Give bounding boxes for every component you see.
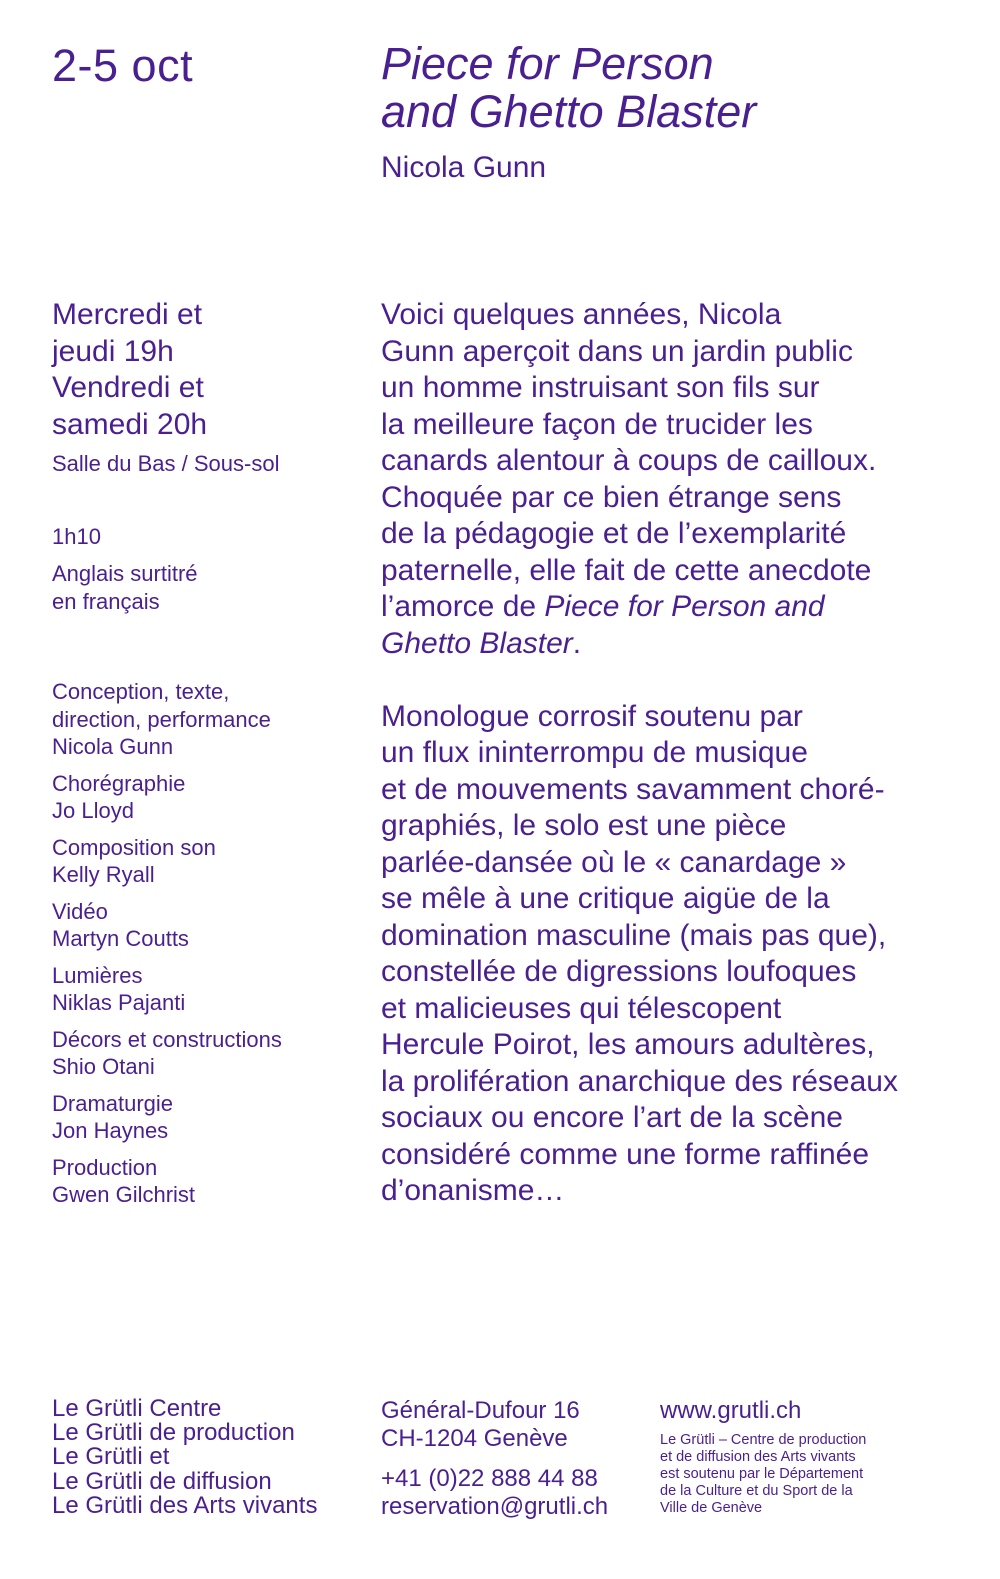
credit-role: Production — [52, 1154, 158, 1180]
description-line: domination masculine (mais pas que), — [381, 918, 887, 952]
venue-names — [52, 1397, 317, 1518]
show-title-line: and Ghetto Blaster — [381, 86, 757, 137]
credit-role: Conception, texte, — [52, 679, 230, 704]
credit-role: Décors et constructions — [52, 1026, 282, 1052]
address-line: CH-1204 Genève — [381, 1424, 568, 1452]
description-line: d’onanisme… — [381, 1174, 565, 1207]
credit-item — [52, 962, 352, 1017]
credit-name: Gwen Gilchrist — [52, 1182, 196, 1207]
description-line: parlée-dansée où le « canardage » — [381, 845, 847, 879]
schedule-line: Mercredi et — [52, 298, 203, 331]
credit-name: Jo Lloyd — [52, 798, 134, 823]
credit-item — [52, 1090, 352, 1145]
schedule-line: samedi 20h — [52, 408, 208, 442]
credit-name: Shio Otani — [52, 1054, 155, 1079]
description-line: un homme instruisant son fils sur — [381, 371, 820, 404]
venue-name-line: Le Grütli de production — [52, 1419, 295, 1447]
credit-item — [52, 770, 352, 825]
description-line: Gunn aperçoit dans un jardin public — [381, 334, 853, 368]
credits-list — [52, 678, 352, 1218]
show-title-line: Piece for Person — [381, 38, 714, 89]
description-line: sociaux ou encore l’art de la scène — [381, 1101, 843, 1134]
language-info — [52, 560, 198, 615]
credit-item — [52, 1154, 352, 1209]
description-text: . — [572, 626, 582, 660]
support-line: Le Grütli – Centre de production — [660, 1432, 867, 1448]
show-author: Nicola Gunn — [381, 151, 547, 184]
venue-room: Salle du Bas / Sous-sol — [52, 451, 280, 476]
credit-role: Composition son — [52, 834, 216, 860]
show-title — [381, 40, 756, 136]
website-link[interactable]: www.grutli.ch — [660, 1397, 802, 1424]
description-line — [381, 589, 961, 626]
venue-name-line: Le Grütli de diffusion — [52, 1467, 272, 1495]
description-line: et de mouvements savamment choré- — [381, 772, 885, 806]
description-line: constellée de digressions loufoques — [381, 955, 857, 988]
credit-item — [52, 834, 352, 889]
description-line: et malicieuses qui télescopent — [381, 991, 782, 1025]
credit-role: direction, performance — [52, 706, 271, 732]
show-description — [381, 297, 961, 1210]
title-reference: Piece for Person and — [544, 590, 825, 623]
description-line: considéré comme une forme raffinée — [381, 1137, 870, 1171]
description-line: canards alentour à coups de cailloux. — [381, 444, 877, 477]
duration: 1h10 — [52, 524, 101, 549]
schedule-line: jeudi 19h — [52, 334, 174, 368]
credit-name: Jon Haynes — [52, 1118, 169, 1143]
support-line: Ville de Genève — [660, 1500, 763, 1516]
credit-item — [52, 1026, 352, 1081]
description-line — [381, 626, 961, 663]
language-line: Anglais surtitré — [52, 561, 198, 586]
credit-item — [52, 678, 352, 761]
description-line: la prolifération anarchique des réseaux — [381, 1064, 898, 1098]
description-text: l’amorce de — [381, 590, 545, 623]
credit-name: Martyn Coutts — [52, 926, 189, 951]
support-line: de la Culture et du Sport de la — [660, 1483, 853, 1499]
description-paragraph — [381, 297, 961, 662]
venue-name-line: Le Grütli Centre — [52, 1395, 222, 1422]
event-dates: 2-5 oct — [52, 40, 194, 91]
schedule-line: Vendredi et — [52, 371, 204, 405]
description-line: Choquée par ce bien étrange sens — [381, 480, 842, 514]
description-line: Hercule Poirot, les amours adultères, — [381, 1028, 875, 1061]
credit-name: Niklas Pajanti — [52, 990, 186, 1015]
credit-name: Nicola Gunn — [52, 734, 174, 759]
description-line: un flux ininterrompu de musique — [381, 736, 808, 769]
description-line: paternelle, elle fait de cette anecdote — [381, 553, 872, 587]
phone-number[interactable]: +41 (0)22 888 44 88 — [381, 1465, 598, 1492]
credit-role: Dramaturgie — [52, 1090, 174, 1116]
venue-name-line: Le Grütli des Arts vivants — [52, 1491, 318, 1519]
support-line: et de diffusion des Arts vivants — [660, 1449, 856, 1465]
support-notice — [660, 1432, 980, 1517]
description-line: Monologue corrosif soutenu par — [381, 699, 803, 733]
description-line: se mêle à une critique aigüe de la — [381, 882, 830, 915]
schedule — [52, 297, 207, 444]
description-line: graphiés, le solo est une pièce — [381, 809, 787, 842]
title-reference: Ghetto Blaster — [381, 626, 573, 660]
credit-role: Chorégraphie — [52, 770, 186, 796]
email-link[interactable]: reservation@grutli.ch — [381, 1492, 609, 1520]
language-line: en français — [52, 588, 160, 614]
credit-role: Lumières — [52, 962, 143, 988]
venue-info — [660, 1397, 980, 1517]
credit-name: Kelly Ryall — [52, 862, 155, 887]
credit-item — [52, 898, 352, 953]
venue-contact — [381, 1397, 608, 1520]
description-line: Voici quelques années, Nicola — [381, 298, 782, 331]
venue-name-line: Le Grütli et — [52, 1443, 170, 1471]
support-line: est soutenu par le Département — [660, 1466, 864, 1482]
description-line: la meilleure façon de trucider les — [381, 407, 813, 441]
description-paragraph — [381, 699, 961, 1210]
description-line: de la pédagogie et de l’exemplarité — [381, 517, 847, 550]
address-line: Général-Dufour 16 — [381, 1397, 580, 1424]
credit-role: Vidéo — [52, 898, 108, 924]
